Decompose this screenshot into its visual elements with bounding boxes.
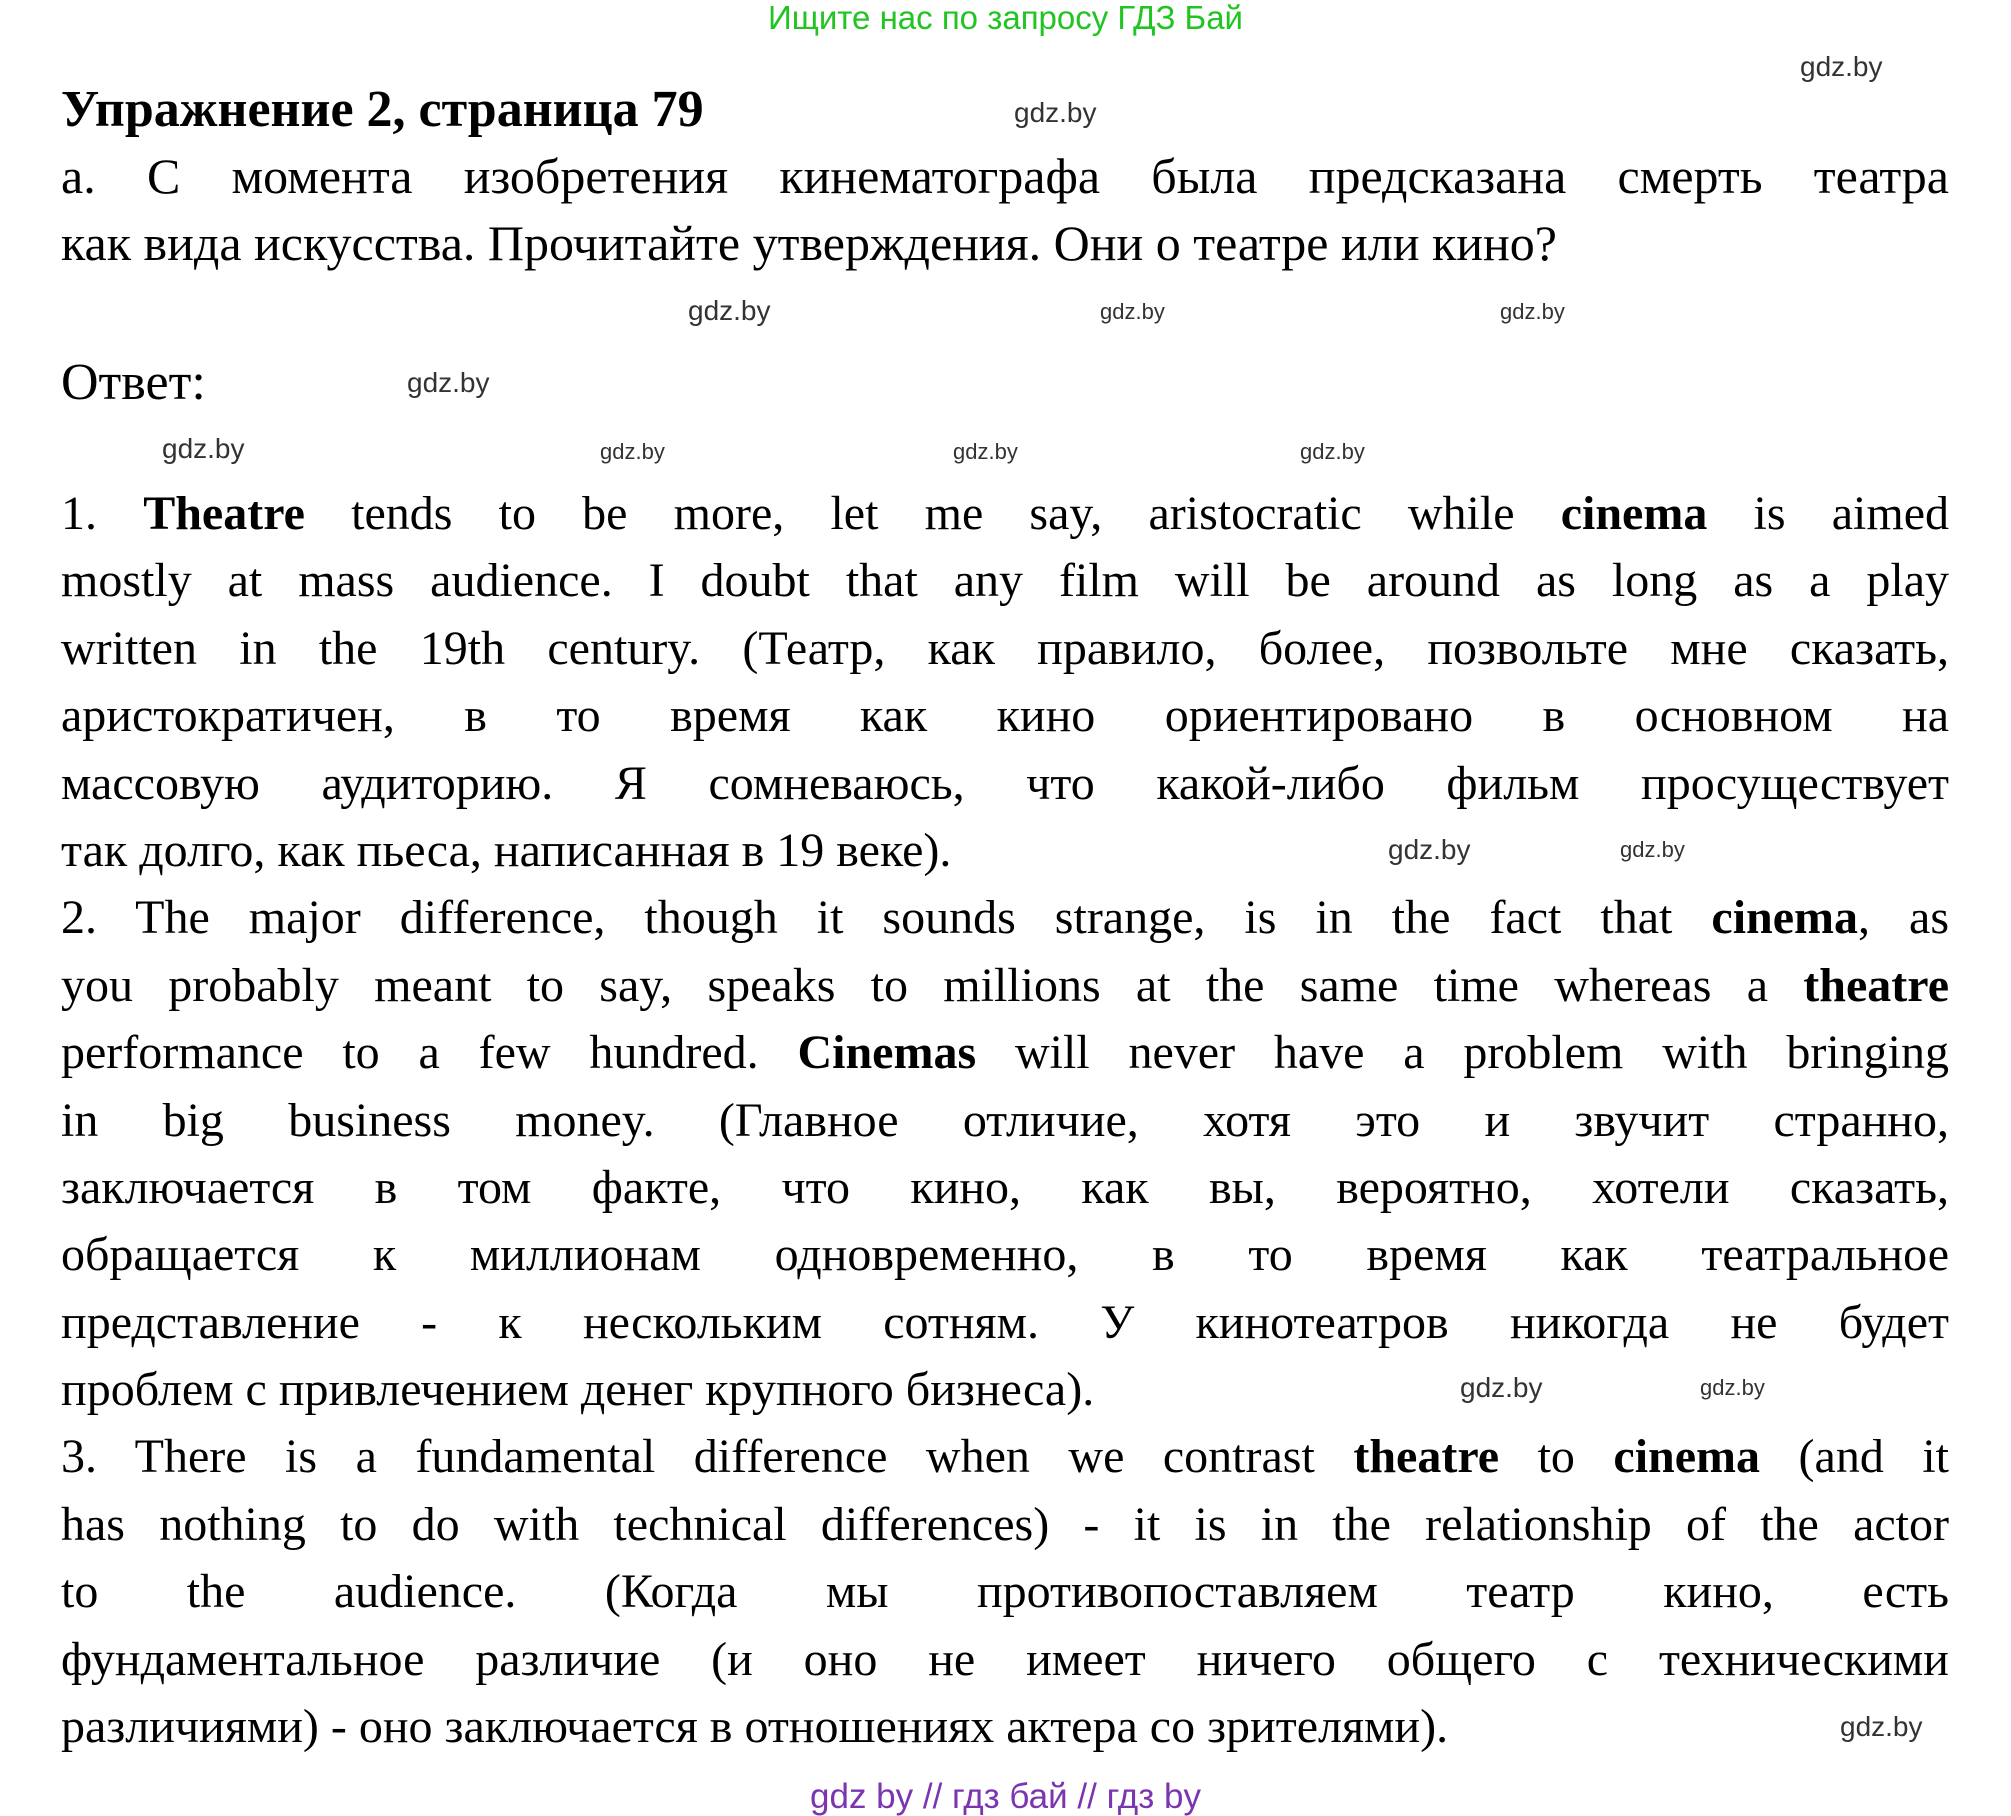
- bold-term: theatre: [1353, 1430, 1500, 1484]
- text-segment: проблем с привлечением денег крупного бизнеса).: [61, 1363, 1095, 1417]
- answer-line: [61, 480, 1949, 547]
- text-segment: 2. The major difference, though it sounds strange, is in the fact that: [61, 891, 1712, 945]
- text-segment: 3. There is a fundamental difference when we contrast: [61, 1430, 1354, 1484]
- text-segment: заключается в том факте, что кино, как вы, вероятно, хотели сказать,: [61, 1160, 1949, 1214]
- watermark: gdz.by: [162, 433, 245, 464]
- answer-line: [61, 1087, 1949, 1154]
- answer-line: [61, 1558, 1949, 1625]
- text-segment: performance to a few hundred.: [61, 1026, 798, 1080]
- answer-line: [61, 1019, 1949, 1086]
- answer-line: [61, 1423, 1949, 1490]
- text-segment: (and it: [1760, 1430, 1949, 1484]
- answer-line: [61, 750, 1949, 817]
- text-segment: you probably meant to say, speaks to millions at the same time whereas a: [61, 958, 1804, 1012]
- watermark: gdz.by: [1014, 97, 1097, 128]
- text-segment: обращается к миллионам одновременно, в то время как театральное: [61, 1228, 1949, 1282]
- text-segment: to the audience. (Когда мы противопоставляем театр кино, есть: [61, 1565, 1949, 1619]
- answer-line: [61, 1289, 1949, 1356]
- answer-line: [61, 615, 1949, 682]
- text-segment: written in the 19th century. (Театр, как правило, более, позвольте мне сказать,: [61, 621, 1949, 675]
- bold-term: cinema: [1711, 891, 1859, 945]
- answer-line: [61, 547, 1949, 614]
- bold-term: Theatre: [143, 487, 305, 540]
- text-segment: in big business money. (Главное отличие, хотя это и звучит странно,: [61, 1093, 1949, 1147]
- text-segment: , as: [1858, 891, 1950, 945]
- footer-links: gdz by // гдз бай // гдз by: [810, 1777, 1201, 1816]
- answer-line: [61, 1491, 1949, 1558]
- text-segment: так долго, как пьеса, написанная в 19 веке).: [61, 823, 952, 877]
- watermark: gdz.by: [1460, 1372, 1543, 1403]
- answer-line: [61, 884, 1949, 951]
- text-segment: 1.: [61, 487, 144, 540]
- search-banner: Ищите нас по запросу ГДЗ Бай: [768, 0, 1243, 36]
- text-segment: аристократичен, в то время как кино ориентировано в основном на: [61, 689, 1949, 743]
- text-segment: has nothing to do with technical differences) - it is in the relationship of the actor: [61, 1497, 1949, 1551]
- bold-term: Cinemas: [797, 1026, 977, 1080]
- text-segment: представление - к нескольким сотням. У кинотеатров никогда не будет: [61, 1295, 1949, 1349]
- watermark: gdz.by: [600, 439, 665, 464]
- watermark: gdz.by: [1388, 834, 1471, 865]
- text-segment: массовую аудиторию. Я сомневаюсь, что какой-либо фильм просуществует: [61, 756, 1949, 810]
- answer-line: [61, 1626, 1949, 1693]
- text-segment: will never have a problem with bringing: [976, 1026, 1950, 1080]
- page-title: Упражнение 2, страница 79: [61, 81, 704, 138]
- bold-term: cinema: [1613, 1430, 1761, 1484]
- watermark: gdz.by: [407, 367, 490, 398]
- watermark: gdz.by: [1500, 299, 1565, 324]
- watermark: gdz.by: [1840, 1711, 1923, 1742]
- answer-line: [61, 952, 1949, 1019]
- watermark: gdz.by: [953, 439, 1018, 464]
- watermark: gdz.by: [1300, 439, 1365, 464]
- watermark: gdz.by: [688, 295, 771, 326]
- answer-line: [61, 1154, 1949, 1221]
- answer-line: [61, 1693, 1949, 1760]
- watermark: gdz.by: [1620, 837, 1685, 862]
- answer-line: [61, 1356, 1949, 1423]
- watermark: gdz.by: [1800, 51, 1883, 82]
- answer-text: [61, 480, 1949, 1760]
- task-line: как вида искусства. Прочитайте утверждения. Они о театре или кино?: [61, 215, 1557, 272]
- answer-line: [61, 682, 1949, 749]
- text-segment: is aimed: [1707, 487, 1950, 540]
- task-line: а. С момента изобретения кинематографа была предсказана смерть театра: [61, 148, 1949, 204]
- bold-term: cinema: [1560, 487, 1708, 540]
- task-text: [61, 143, 1949, 278]
- answer-line: [61, 1221, 1949, 1288]
- text-segment: фундаментальное различие (и оно не имеет ничего общего с техническими: [61, 1632, 1949, 1686]
- text-segment: to: [1499, 1430, 1614, 1484]
- answer-label: Ответ:: [61, 354, 206, 411]
- text-segment: tends to be more, let me say, aristocratic while: [304, 487, 1561, 540]
- bold-term: theatre: [1803, 958, 1949, 1012]
- watermark: gdz.by: [1100, 299, 1165, 324]
- text-segment: mostly at mass audience. I doubt that any film will be around as long as a play: [61, 554, 1949, 608]
- text-segment: различиями) - оно заключается в отношениях актера со зрителями).: [61, 1700, 1449, 1754]
- watermark: gdz.by: [1700, 1375, 1765, 1400]
